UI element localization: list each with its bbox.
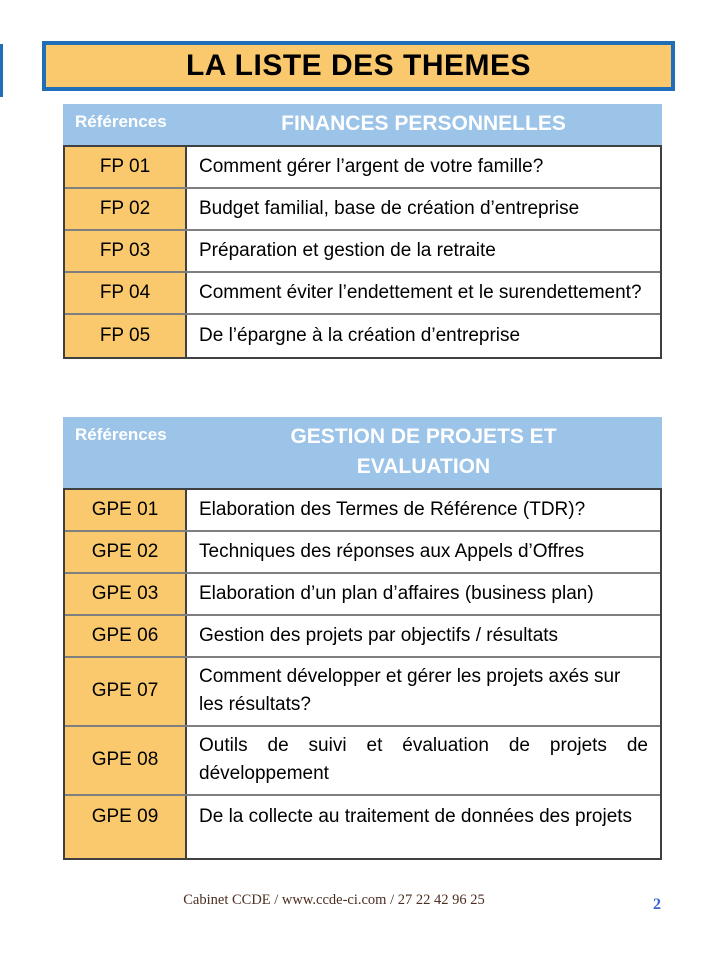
reference-code: FP 05 [99,325,151,346]
theme-description: Elaboration des Termes de Référence (TDR)? [199,498,586,520]
description-cell [187,574,660,614]
table-row [65,315,660,357]
reference-code: GPE 06 [91,624,159,646]
table-title-wrap [185,422,662,483]
table-row [65,147,660,189]
reference-cell [65,574,187,614]
description-cell [187,273,660,313]
table-body-gestion [63,488,662,860]
reference-code: GPE 08 [91,749,159,771]
reference-code: FP 02 [99,198,151,219]
theme-description: Gestion des projets par objectifs / résultats [199,624,559,646]
reference-code: GPE 09 [91,805,159,827]
table-header-gestion [63,417,662,488]
description-cell [187,532,660,572]
reference-cell [65,616,187,656]
table-row [65,490,660,532]
description-cell [187,189,660,229]
footer-text: Cabinet CCDE / www.ccde-ci.com / 27 22 42 96 25 [183,892,485,908]
reference-code: GPE 02 [91,540,159,562]
reference-cell [65,658,187,725]
table-title-finances: FINANCES PERSONNELLES [281,112,566,136]
description-cell [187,616,660,656]
table-row [65,532,660,574]
description-cell [187,658,660,725]
description-cell [187,796,660,858]
slide-title: LA LISTE DES THEMES [185,49,532,82]
description-cell [187,231,660,271]
theme-description: Budget familial, base de création d’entreprise [199,197,580,219]
references-column-header: Références [75,112,167,131]
slide-title-banner [42,41,675,91]
reference-code: GPE 03 [91,582,159,604]
table-row [65,658,660,727]
table-row [65,727,660,796]
reference-cell [65,490,187,530]
table-row [65,189,660,231]
table-finances-personnelles [63,104,662,359]
reference-code: FP 03 [99,240,151,261]
table-gestion-projets-evaluation [63,417,662,860]
reference-cell [65,189,187,229]
description-cell [187,490,660,530]
theme-description: De la collecte au traitement de données des projets [199,805,633,827]
reference-cell [65,273,187,313]
table-title-gestion: GESTION DE PROJETS ET EVALUATION [290,425,557,479]
reference-cell [65,796,187,858]
reference-code: FP 04 [99,282,151,303]
table-row [65,796,660,858]
references-column-header: Références [75,425,167,444]
reference-code: GPE 07 [91,680,159,702]
theme-description: Préparation et gestion de la retraite [199,239,496,261]
table-body-finances [63,145,662,359]
theme-description: Comment éviter l’endettement et le surendettement? [199,281,642,303]
theme-description: Elaboration d’un plan d’affaires (business plan) [199,582,594,604]
left-edge-accent-bar [0,44,3,97]
theme-description: Outils de suivi et évaluation de projets de développement [199,734,648,785]
theme-description: Comment développer et gérer les projets axés sur les résultats? [199,665,621,716]
table-row [65,574,660,616]
table-row [65,231,660,273]
table-title-wrap [185,109,662,139]
reference-code: FP 01 [99,156,151,177]
reference-code: GPE 01 [91,498,159,520]
table-row [65,273,660,315]
description-cell [187,147,660,187]
reference-cell [65,315,187,357]
table-row [65,616,660,658]
reference-cell [65,231,187,271]
description-cell [187,727,660,794]
description-cell [187,315,660,357]
reference-cell [65,727,187,794]
page-number: 2 [653,896,661,913]
reference-cell [65,532,187,572]
theme-description: Comment gérer l’argent de votre famille? [199,155,544,177]
theme-description: De l’épargne à la création d’entreprise [199,324,521,346]
reference-cell [65,147,187,187]
theme-description: Techniques des réponses aux Appels d’Offres [199,540,585,562]
table-header-finances [63,104,662,145]
